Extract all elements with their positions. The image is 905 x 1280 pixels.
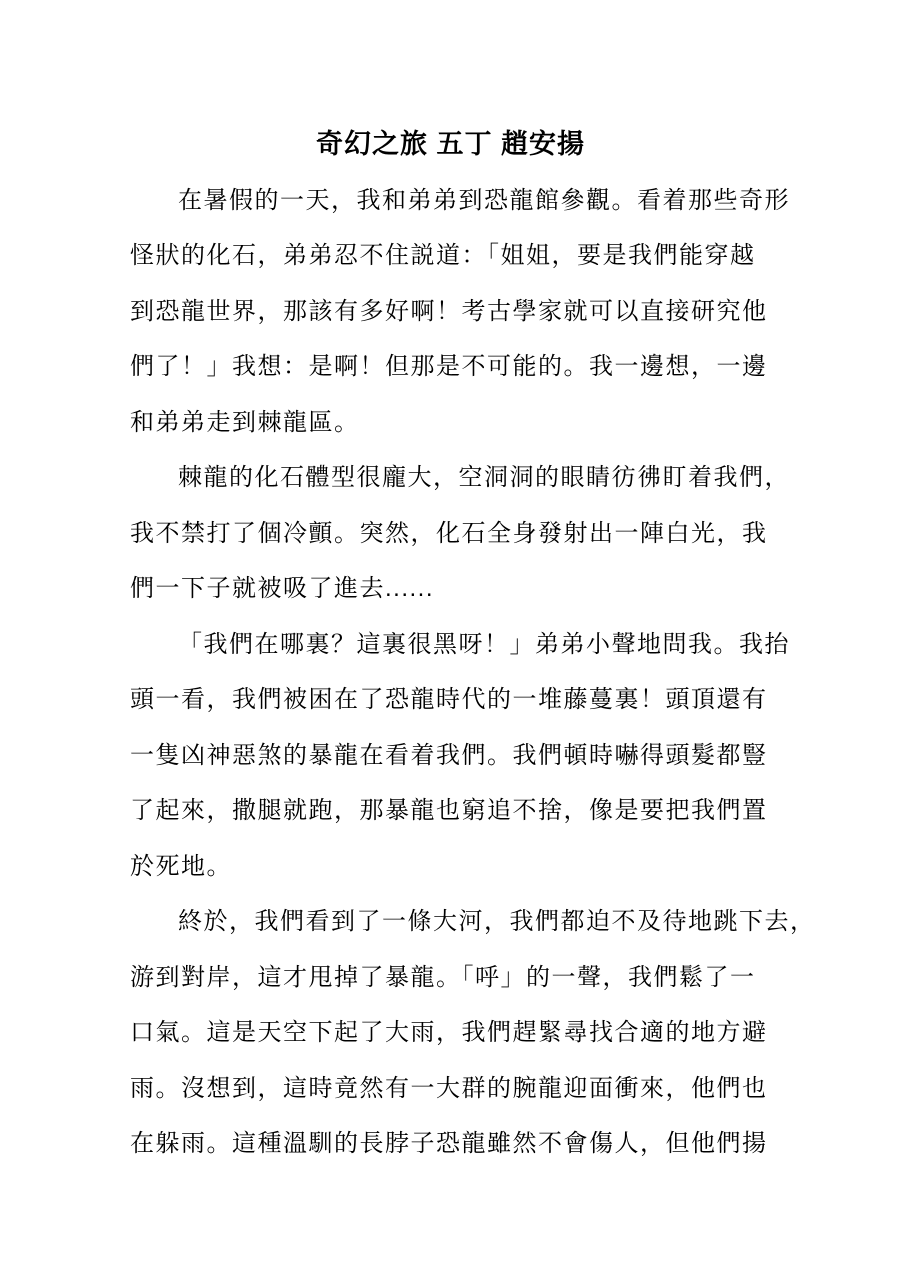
text-line: 頭一看，我們被困在了恐龍時代的一堆藤蔓裏！頭頂還有	[130, 686, 768, 713]
text-line: 於死地。	[130, 852, 232, 880]
text-line: 我不禁打了個冷顫。突然，化石全身發射出一陣白光，我	[130, 519, 768, 547]
essay-title: 奇幻之旅 五丁 趙安揚	[315, 129, 585, 159]
text-line: 在躲雨。這種溫馴的長脖子恐龍雖然不會傷人，但他們揚	[130, 1130, 768, 1157]
text-line: 們了！」我想：是啊！但那是不可能的。我一邊想，一邊	[130, 353, 768, 380]
text-line: 游到對岸，這才甩掉了暴龍。「呼」的一聲，我們鬆了一	[130, 963, 756, 991]
text-line: 在暑假的一天，我和弟弟到恐龍館參觀。看着那些奇形	[178, 186, 790, 214]
text-line: 了起來，撒腿就跑，那暴龍也窮追不捨，像是要把我們置	[130, 797, 768, 824]
text-line: 和弟弟走到棘龍區。	[130, 408, 360, 436]
text-line: 終於，我們看到了一條大河，我們都迫不及待地跳下去，	[178, 908, 816, 935]
essay-body	[130, 173, 816, 1172]
paragraph-4	[130, 894, 816, 1172]
text-line: 到恐龍世界，那該有多好啊！考古學家就可以直接研究他	[130, 297, 768, 325]
text-line: 雨。沒想到，這時竟然有一大群的腕龍迎面衝來，他們也	[130, 1074, 768, 1102]
text-line: 「我們在哪裏？這裏很黑呀！」弟弟小聲地問我。我抬	[178, 630, 790, 658]
paragraph-1	[130, 173, 790, 451]
paragraph-3	[130, 617, 790, 895]
text-line: 棘龍的化石體型很龐大，空洞洞的眼睛彷彿盯着我們，	[178, 464, 790, 491]
paragraph-2	[130, 450, 790, 617]
text-line: 口氣。這是天空下起了大雨，我們趕緊尋找合適的地方避	[130, 1019, 768, 1046]
text-line: 們一下子就被吸了進去......	[130, 575, 435, 602]
text-line: 怪狀的化石，弟弟忍不住説道：「姐姐，要是我們能穿越	[130, 242, 756, 269]
text-line: 一隻凶神惡煞的暴龍在看着我們。我們頓時嚇得頭髮都豎	[130, 741, 768, 769]
essay-content	[130, 117, 816, 1172]
